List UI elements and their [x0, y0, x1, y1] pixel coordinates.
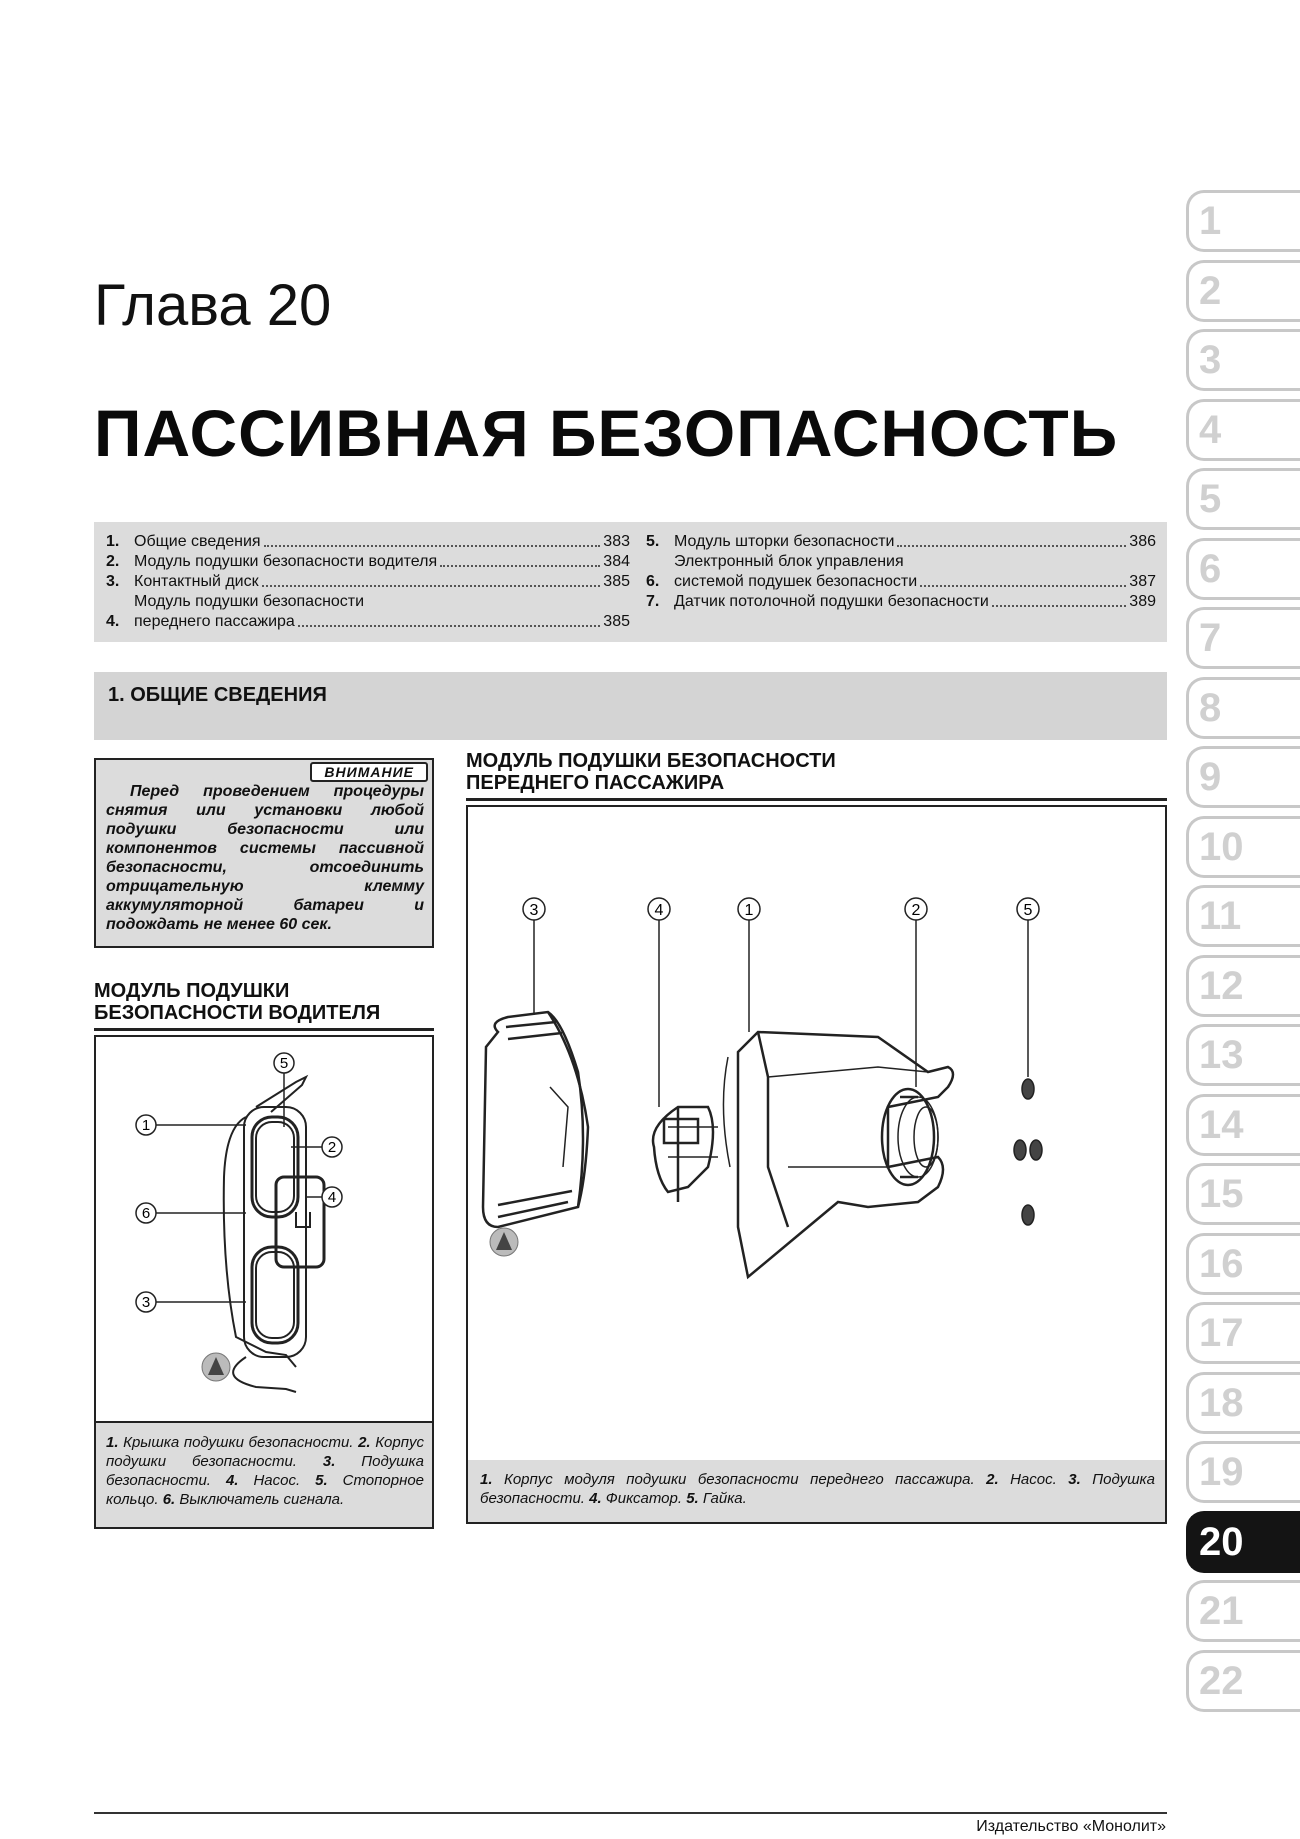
- toc-item-label: Общие сведения: [134, 533, 261, 550]
- chapter-tab-21[interactable]: 21: [1186, 1580, 1300, 1642]
- toc-item-label: переднего пассажира: [134, 613, 295, 630]
- toc-item-number: 2.: [106, 553, 120, 570]
- page-title: ПАССИВНАЯ БЕЗОПАСНОСТЬ: [94, 396, 1119, 470]
- caption-text: Корпус подушки безопасности.: [106, 1434, 424, 1470]
- toc-leader-dots: [897, 545, 1126, 547]
- passenger-caption: [480, 1470, 1155, 1508]
- caption-text: Стопорное кольцо.: [106, 1472, 425, 1508]
- toc-page-number: 387: [1129, 573, 1156, 590]
- p-callout-3-label: 3: [529, 902, 539, 919]
- callout-5-label: 5: [279, 1055, 289, 1072]
- caption-text: Выключатель сигнала.: [175, 1491, 345, 1508]
- toc-item-number: 6.: [646, 573, 660, 590]
- toc-page-number: 389: [1129, 593, 1156, 610]
- warning-text: Перед проведением процедуры снятия или установки любой подушки безопасности или компонентов системы пассивной безопасности, отсоединить отрицательную клемму аккумуляторной батареи и подождать не менее 60 сек.: [106, 783, 424, 933]
- caption-text: Насос.: [238, 1472, 316, 1489]
- passenger-heading-rule: [466, 798, 1167, 801]
- passenger-module-heading: [466, 750, 836, 794]
- passenger-heading-line2: ПЕРЕДНЕГО ПАССАЖИРА: [466, 772, 725, 794]
- callout-4-label: 4: [327, 1189, 337, 1206]
- toc-item-number: 5.: [646, 533, 660, 550]
- toc-item-number: 3.: [106, 573, 120, 590]
- callout-3-label: 3: [141, 1294, 151, 1311]
- caption-number: 2.: [986, 1471, 999, 1488]
- chapter-tab-22[interactable]: 22: [1186, 1650, 1300, 1712]
- toc-item-number: 1.: [106, 533, 120, 550]
- publisher-logo-icon: [490, 1228, 518, 1256]
- chapter-tab-7[interactable]: 7: [1186, 607, 1300, 669]
- p-callout-2-label: 2: [911, 902, 921, 919]
- caption-text: Корпус модуля подушки безопасности переднего пассажира.: [492, 1471, 987, 1488]
- driver-module-figure: [94, 1035, 434, 1423]
- callout-6-label: 6: [141, 1205, 151, 1222]
- section-heading-bar: [94, 672, 1167, 740]
- toc-item[interactable]: [646, 552, 1156, 592]
- chapter-tab-10[interactable]: 10: [1186, 816, 1300, 878]
- callout-1-label: 1: [141, 1117, 151, 1134]
- caption-text: Крышка подушки безопасности.: [118, 1434, 359, 1451]
- publisher-logo-icon: [202, 1353, 230, 1381]
- toc-item-number: 7.: [646, 593, 660, 610]
- passenger-caption-box: [466, 1460, 1167, 1524]
- section-heading: 1. ОБЩИЕ СВЕДЕНИЯ: [108, 684, 327, 706]
- driver-airbag-diagram: [96, 1037, 432, 1421]
- chapter-tab-11[interactable]: 11: [1186, 885, 1300, 947]
- p-callout-5-label: 5: [1023, 902, 1033, 919]
- caption-number: 3.: [322, 1453, 336, 1470]
- toc-leader-dots: [440, 565, 600, 567]
- caption-text: Фиксатор.: [601, 1490, 687, 1507]
- driver-heading-line2: БЕЗОПАСНОСТИ ВОДИТЕЛЯ: [94, 1002, 381, 1024]
- chapter-tab-16[interactable]: 16: [1186, 1233, 1300, 1295]
- chapter-tab-17[interactable]: 17: [1186, 1302, 1300, 1364]
- chapter-tab-3[interactable]: 3: [1186, 329, 1300, 391]
- caption-number: 5.: [686, 1490, 699, 1507]
- chapter-tab-15[interactable]: 15: [1186, 1163, 1300, 1225]
- warning-box: [94, 758, 434, 948]
- publisher-footer: Издательство «Монолит»: [976, 1818, 1166, 1835]
- chapter-tab-9[interactable]: 9: [1186, 746, 1300, 808]
- caption-number: 4.: [589, 1490, 602, 1507]
- caption-number: 2.: [358, 1434, 371, 1451]
- caption-text: Гайка.: [698, 1490, 747, 1507]
- chapter-tab-14[interactable]: 14: [1186, 1094, 1300, 1156]
- driver-caption: [106, 1433, 424, 1509]
- caption-number: 4.: [225, 1472, 239, 1489]
- caption-text: Подушка безопасности.: [480, 1471, 1155, 1507]
- toc-item-label: Модуль шторки безопасности: [674, 533, 895, 550]
- chapter-tab-13[interactable]: 13: [1186, 1024, 1300, 1086]
- passenger-airbag-diagram: [468, 807, 1165, 1483]
- caption-number: 5.: [315, 1472, 328, 1489]
- toc-page-number: 386: [1129, 533, 1156, 550]
- chapter-tab-20[interactable]: 20: [1186, 1511, 1300, 1573]
- driver-module-heading: [94, 980, 380, 1024]
- p-callout-1-label: 1: [744, 902, 754, 919]
- toc-leader-dots: [298, 625, 600, 627]
- chapter-tab-4[interactable]: 4: [1186, 399, 1300, 461]
- p-callout-4-label: 4: [654, 902, 664, 919]
- toc-item-label: Модуль подушки безопасности водителя: [134, 553, 438, 570]
- toc-page-number: 385: [603, 573, 630, 590]
- table-of-contents: [94, 522, 1167, 642]
- warning-badge: ВНИМАНИЕ: [310, 762, 428, 782]
- caption-number: 1.: [480, 1471, 493, 1488]
- toc-item-number: 4.: [106, 613, 120, 630]
- toc-item-label: Модуль подушки безопасности: [134, 593, 365, 610]
- toc-page-number: 383: [603, 533, 630, 550]
- toc-item[interactable]: [106, 552, 630, 572]
- toc-leader-dots: [920, 585, 1126, 587]
- chapter-tab-6[interactable]: 6: [1186, 538, 1300, 600]
- passenger-heading-line1: МОДУЛЬ ПОДУШКИ БЕЗОПАСНОСТИ: [466, 750, 836, 772]
- passenger-module-figure: [466, 805, 1167, 1485]
- toc-item-label: Датчик потолочной подушки безопасности: [674, 593, 989, 610]
- chapter-tab-5[interactable]: 5: [1186, 468, 1300, 530]
- toc-page-number: 384: [603, 553, 630, 570]
- toc-leader-dots: [264, 545, 601, 547]
- caption-text: Подушка безопасности.: [106, 1453, 424, 1489]
- toc-item[interactable]: [646, 532, 1156, 552]
- chapter-tab-18[interactable]: 18: [1186, 1372, 1300, 1434]
- chapter-tab-19[interactable]: 19: [1186, 1441, 1300, 1503]
- chapter-tab-2[interactable]: 2: [1186, 260, 1300, 322]
- toc-leader-dots: [262, 585, 601, 587]
- driver-heading-line1: МОДУЛЬ ПОДУШКИ: [94, 980, 290, 1002]
- driver-heading-rule: [94, 1028, 434, 1031]
- toc-item[interactable]: [106, 592, 630, 632]
- toc-column-right: [646, 532, 1156, 612]
- chapter-tab-1[interactable]: 1: [1186, 190, 1300, 252]
- driver-caption-box: [94, 1423, 434, 1529]
- caption-number: 1.: [106, 1434, 119, 1451]
- toc-leader-dots: [992, 605, 1127, 607]
- toc-item-label: Контактный диск: [134, 573, 259, 590]
- toc-item[interactable]: [646, 592, 1156, 612]
- toc-page-number: 385: [603, 613, 630, 630]
- caption-number: 6.: [162, 1491, 176, 1508]
- toc-item[interactable]: [106, 572, 630, 592]
- toc-item-label: системой подушек безопасности: [674, 573, 918, 590]
- chapter-tab-8[interactable]: 8: [1186, 677, 1300, 739]
- toc-column-left: [106, 532, 630, 632]
- caption-text: Насос.: [998, 1471, 1069, 1488]
- callout-2-label: 2: [327, 1139, 337, 1156]
- toc-item-label: Электронный блок управления: [674, 553, 904, 570]
- toc-item[interactable]: [106, 532, 630, 552]
- chapter-label: Глава 20: [94, 273, 332, 338]
- caption-number: 3.: [1068, 1471, 1081, 1488]
- chapter-tab-12[interactable]: 12: [1186, 955, 1300, 1017]
- footer-rule: [94, 1812, 1167, 1814]
